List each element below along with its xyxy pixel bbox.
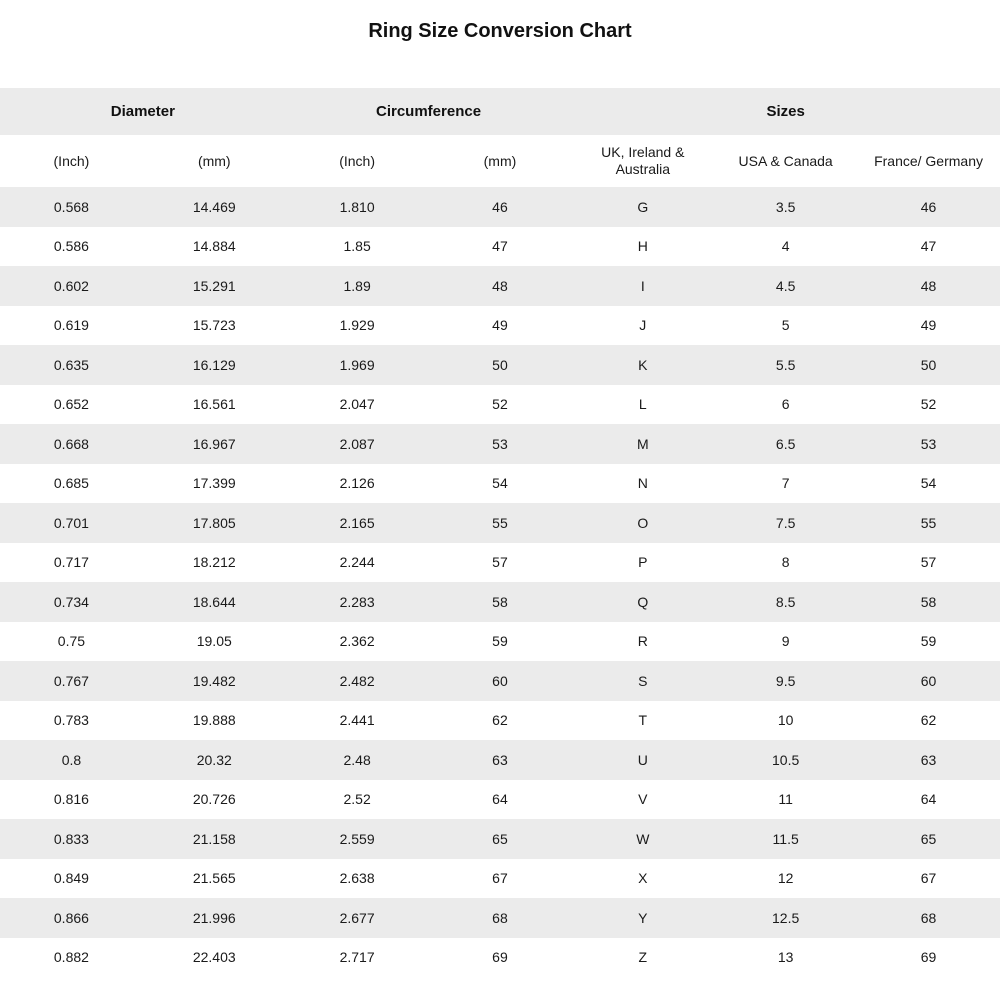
table-cell: 67 [492,870,508,887]
table-cell: 46 [492,198,508,215]
table-cell: R [637,633,648,650]
table-cell: 62 [492,712,508,729]
table-cell: S [638,672,648,689]
table-cell: 55 [492,514,508,531]
table-cell: 12.5 [772,909,800,926]
table-cell: 17.805 [192,514,236,531]
table-row [0,345,1000,385]
table-cell: 0.882 [53,949,89,966]
table-cell: 69 [920,949,937,966]
table-cell: 22.403 [192,949,236,966]
table-cell: 13 [777,949,794,966]
table-cell: 2.559 [339,830,375,847]
column-header-circumference-mm: (mm) [483,152,517,169]
table-cell: 1.810 [339,198,375,215]
table-row [0,859,1000,899]
table-cell: 2.283 [339,593,375,610]
table-cell: 7.5 [775,514,796,531]
table-cell: 47 [920,238,937,255]
table-cell: K [638,356,648,373]
table-cell: 6.5 [775,435,796,452]
table-cell: 0.767 [53,672,89,689]
table-cell: 53 [492,435,508,452]
table-cell: 64 [492,791,508,808]
table-cell: 5.5 [775,356,796,373]
table-cell: G [637,198,649,215]
table-cell: 0.619 [53,317,89,334]
table-row [0,227,1000,267]
table-cell: 67 [920,870,937,887]
table-cell: 50 [492,356,508,373]
group-header-row [0,88,1000,135]
table-cell: M [636,435,649,452]
table-cell: 11.5 [772,830,799,847]
table-cell: 58 [920,593,937,610]
table-cell: 57 [492,554,508,571]
table-cell: 6 [781,396,790,413]
table-row [0,187,1000,227]
table-cell: 53 [920,435,937,452]
table-cell: Y [638,909,648,926]
table-cell: 8 [781,554,790,571]
page-title: Ring Size Conversion Chart [368,20,632,42]
table-cell: 19.482 [192,672,236,689]
table-cell: 2.638 [339,870,375,887]
table-cell: 21.565 [192,870,236,887]
table-cell: 0.833 [53,830,89,847]
table-row [0,582,1000,622]
column-header-france-germany: France/ Germany [874,152,983,169]
table-cell: 0.866 [53,909,89,926]
table-cell: Z [638,949,648,966]
table-cell: 47 [492,238,508,255]
table-cell: 49 [920,317,937,334]
table-cell: 14.884 [192,238,236,255]
table-cell: 48 [492,277,508,294]
table-row [0,306,1000,346]
table-row [0,464,1000,504]
table-cell: 11 [778,791,793,808]
table-cell: 9 [781,633,790,650]
table-cell: 2.087 [339,435,375,452]
table-row [0,819,1000,859]
table-cell: 0.568 [53,198,89,215]
table-cell: U [637,751,648,768]
table-cell: 52 [492,396,508,413]
table-row [0,424,1000,464]
table-cell: 0.668 [53,435,89,452]
table-cell: 60 [492,672,508,689]
table-cell: 2.362 [339,633,375,650]
table-cell: 64 [920,791,937,808]
table-cell: L [638,396,647,413]
table-cell: 2.244 [339,554,375,571]
table-cell: 16.129 [192,356,236,373]
table-cell: 0.734 [53,593,89,610]
table-cell: 17.399 [192,475,236,492]
table-cell: 1.969 [339,356,375,373]
table-cell: 21.996 [192,909,236,926]
column-header-diameter-inch: (Inch) [53,152,90,169]
table-cell: N [637,475,648,492]
table-cell: H [637,238,648,255]
table-cell: 2.441 [339,712,375,729]
table-cell: 0.685 [53,475,89,492]
table-cell: 2.717 [339,949,375,966]
table-cell: 54 [492,475,508,492]
column-header-diameter-mm: (mm) [197,152,231,169]
column-header-row [0,135,1000,187]
table-cell: 10.5 [772,751,800,768]
table-row [0,503,1000,543]
table-row [0,740,1000,780]
column-header-circumference-inch: (Inch) [339,152,375,169]
table-cell: 9.5 [775,672,796,689]
table-row [0,898,1000,938]
table-cell: 16.561 [192,396,236,413]
table-cell: 8.5 [775,593,796,610]
table-cell: J [639,317,647,334]
table-cell: 62 [920,712,937,729]
table-cell: 0.783 [53,712,89,729]
table-cell: P [638,554,648,571]
column-header-uk-ireland-australia: UK, Ireland & Australia [601,144,685,177]
table-cell: 4 [781,238,790,255]
table-cell: 68 [492,909,508,926]
table-cell: 4.5 [775,277,796,294]
table-cell: 19.888 [192,712,236,729]
table-row [0,622,1000,662]
table-cell: 46 [920,198,937,215]
table-cell: 2.165 [339,514,375,531]
table-cell: 0.635 [53,356,89,373]
table-cell: 5 [781,317,790,334]
table-cell: 49 [492,317,508,334]
table-row [0,543,1000,583]
table-cell: 50 [920,356,937,373]
table-row [0,780,1000,820]
table-cell: X [638,870,648,887]
table-cell: 7 [781,475,790,492]
table-body [0,187,1000,977]
table-cell: 2.677 [339,909,375,926]
table-cell: 0.652 [53,396,89,413]
table-cell: 0.849 [53,870,89,887]
table-cell: 57 [920,554,937,571]
table-cell: 59 [920,633,937,650]
table-cell: I [640,277,645,294]
table-cell: 2.48 [343,751,371,768]
column-header-usa-canada: USA & Canada [738,152,833,169]
table-cell: 18.212 [192,554,236,571]
table-cell: 65 [920,830,937,847]
table-cell: 16.967 [192,435,236,452]
table-cell: 20.32 [196,751,232,768]
table-cell: 52 [920,396,937,413]
table-cell: 58 [492,593,508,610]
table-cell: 63 [492,751,508,768]
table-cell: 0.586 [53,238,89,255]
table-cell: 12 [777,870,794,887]
table-cell: 0.602 [53,277,89,294]
table-cell: 2.126 [339,475,375,492]
table-cell: 0.701 [53,514,89,531]
table-row [0,938,1000,978]
table-cell: 21.158 [192,830,236,847]
table-cell: 2.047 [339,396,375,413]
table-cell: 1.85 [343,238,371,255]
table-cell: 0.8 [61,751,82,768]
table-cell: 2.52 [343,791,371,808]
table-row [0,385,1000,425]
group-header-circumference: Circumference [376,103,482,120]
table-cell: O [637,514,649,531]
table-cell: 69 [492,949,508,966]
table-row [0,701,1000,741]
table-cell: 65 [492,830,508,847]
table-cell: 0.75 [57,633,86,650]
table-cell: Q [637,593,649,610]
table-cell: V [638,791,648,808]
table-cell: 54 [920,475,937,492]
table-cell: 14.469 [192,198,236,215]
table-cell: 0.816 [53,791,89,808]
table-cell: 15.291 [192,277,236,294]
table-cell: 60 [920,672,937,689]
table-cell: 3.5 [775,198,796,215]
table-cell: 63 [920,751,937,768]
table-cell: 0.717 [53,554,89,571]
table-cell: 2.482 [339,672,375,689]
table-cell: 1.929 [339,317,375,334]
table-cell: 20.726 [192,791,236,808]
table-cell: 68 [920,909,937,926]
table-row [0,661,1000,701]
group-header-sizes: Sizes [766,103,805,120]
table-cell: 19.05 [196,633,232,650]
ring-size-conversion-table [0,88,1000,977]
table-cell: 59 [492,633,508,650]
table-cell: 55 [920,514,937,531]
table-cell: 18.644 [192,593,236,610]
table-cell: 48 [920,277,937,294]
table-row [0,266,1000,306]
table-cell: T [638,712,648,729]
table-cell: 1.89 [343,277,371,294]
table-cell: 10 [777,712,794,729]
table-cell: 15.723 [192,317,236,334]
group-header-diameter: Diameter [110,103,175,120]
table-cell: W [636,830,650,847]
